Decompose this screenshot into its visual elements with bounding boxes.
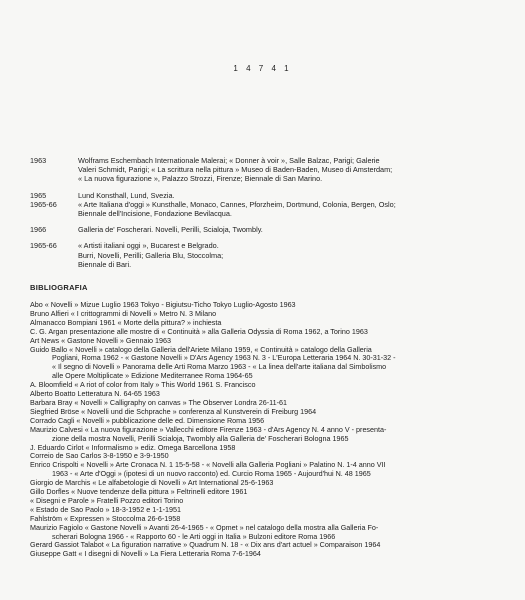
exhibition-year: 1965 <box>30 190 47 200</box>
bibliography-line: Guido Ballo « Novelli » catalogo della Galleria dell'Ariete Milano 1959, « Continuità » catalogo della Galleria <box>30 344 372 354</box>
bibliography-line: Giorgio de Marchis « Le alfabetologie di Novelli » Art International 25-6-1963 <box>30 478 274 488</box>
exhibition-text <box>78 200 505 218</box>
bibliography-line: Maurizio Fagiolo « Gastone Novelli » Avanti 26-4-1965 - « Opmet » nel catalogo della mostra alla Galleria Fo- <box>30 522 379 532</box>
bibliography-entry <box>30 426 510 444</box>
bibliography-line: A. Bloomfield « A riot of color from Italy » This World 1961 S. Francisco <box>30 380 256 390</box>
exhibition-text <box>78 191 505 200</box>
bibliography-line: « Il segno di Novelli » Panorama delle Arti Roma Marzo 1963 - « La linea dell'arte italiana dal Simbolismo <box>52 362 387 372</box>
bibliography-line: Correio de Sao Carlos 3-8-1950 e 3-9-1950 <box>30 451 169 461</box>
bibliography-line: Art News « Gastone Novelli » Gennaio 1963 <box>30 335 172 345</box>
bibliography-line: C. G. Argan presentazione alle mostre di « Continuità » alla Galleria Odyssia di Roma 1962, a Torino 1963 <box>30 326 368 336</box>
exhibition-text <box>78 241 505 269</box>
bibliography-line: Maurizio Calvesi « La nuova figurazione » Vallecchi editore Firenze 1963 - d'Ars Agency N. 4 anno V - presenta- <box>30 424 387 434</box>
page-number: 1 4 7 4 1 <box>233 64 292 73</box>
bibliography-heading: BIBLIOGRAFIA <box>30 283 88 292</box>
bibliography-line: Gerard Gassiot Talabot « La figuration narrative » Quadrum N. 18 - « Dix ans d'art actuel » Comparaison 1964 <box>30 540 381 550</box>
exhibition-year: 1963 <box>30 156 47 165</box>
bibliography-entry <box>30 346 510 382</box>
exhibition-line: Galleria de' Foscherari. Novelli, Perilli, Scialoja, Twombly. <box>78 225 263 235</box>
exhibition-line: « Arte Italiana d'oggi » Kunsthalle, Monaco, Cannes, Pforzheim, Dortmund, Colonia, Bergen, Oslo; <box>78 199 396 209</box>
bibliography-line: Fahlström « Expressen » Stoccolma 26-6-1958 <box>30 513 181 523</box>
bibliography-line: scherari Bologna 1966 - « Rapporto 60 - le Arti oggi in Italia » Bulzoni editore Roma 1966 <box>52 531 336 541</box>
exhibition-year: 1965-66 <box>30 241 57 251</box>
bibliography-line: zione della mostra Novelli, Perilli Scialoja, Twombly alla Galleria de' Foscherari Bologna 1965 <box>52 433 349 443</box>
exhibition-line: Wolframs Eschembach Internationale Malerai; « Donner à voir », Salle Balzac, Parigi; Galerie <box>78 156 380 165</box>
exhibition-line: Burri, Novelli, Perilli; Galleria Blu, Stoccolma; <box>78 250 224 260</box>
bibliography-line: Bruno Alfieri « I crittogrammi di Novelli » Metro N. 3 Milano <box>30 308 217 318</box>
exhibition-line: « La nuova figurazione », Palazzo Strozzi, Firenze; Biennale di San Marino. <box>78 174 323 184</box>
bibliography-line: 1963 - « Arte d'Oggi » (ipotesi di un nuovo racconto) ed. Curcio Roma 1965 - Aujourd'hui N. 48 1965 <box>52 469 371 479</box>
bibliography-line: « Estado de Sao Paolo » 18-3-1952 e 1-1-1951 <box>30 504 182 514</box>
bibliography-entry <box>30 461 510 479</box>
exhibition-text <box>78 225 505 234</box>
bibliography-line: Enrico Crispolti « Novelli » Arte Cronaca N. 1 15-5-58 - « Novelli alla Galleria Pogliani » Palatino N. 1-4 anno VII <box>30 460 386 470</box>
bibliography-line: Pogliani, Roma 1962 - « Gastone Novelli » D'Ars Agency 1963 N. 3 - L'Europa Letteraria 1964 N. 30-31-32 - <box>52 353 396 363</box>
exhibition-list <box>30 156 505 269</box>
exhibition-entry <box>30 156 505 184</box>
bibliography-line: J. Eduardo Cirlot « Informalismo » ediz. Omega Barcellona 1958 <box>30 442 236 452</box>
bibliography-line: Giuseppe Gatt « I disegni di Novelli » La Fiera Letteraria Roma 7-6-1964 <box>30 549 261 559</box>
bibliography-line: alle Opere Moltiplicate » Edizione Mediterranee Roma 1964-65 <box>52 371 253 381</box>
exhibition-entry <box>30 225 505 234</box>
exhibition-text <box>78 156 505 184</box>
bibliography-line: Abo « Novelli » Mizue Luglio 1963 Tokyo - Bigiutsu-Ticho Tokyo Luglio-Agosto 1963 <box>30 300 296 309</box>
exhibition-line: Valeri Schmidt, Parigi; « La scrittura nella pittura » Museo di Baden-Baden, Museo di Amsterdam; <box>78 165 393 175</box>
exhibition-entry <box>30 241 505 269</box>
exhibition-entry <box>30 191 505 200</box>
bibliography-line: Siegfried Bröse « Novelli und die Schprache » conferenza al Kunstverein di Freiburg 1964 <box>30 406 317 416</box>
bibliography-line: Corrado Cagli « Novelli » pubblicazione delle ed. Dimensione Roma 1956 <box>30 415 265 425</box>
exhibition-year: 1966 <box>30 225 47 235</box>
exhibition-entry <box>30 200 505 218</box>
exhibition-line: Biennale dell'Incisione, Fondazione Bevilacqua. <box>78 209 232 219</box>
exhibition-line: « Artisti italiani oggi », Bucarest e Belgrado. <box>78 241 219 251</box>
bibliography-line: Barbara Bray « Novelli » Calligraphy on canvas » The Observer Londra 26-11-61 <box>30 397 288 407</box>
bibliography-entry <box>30 524 510 542</box>
exhibition-line: Biennale di Bari. <box>78 259 132 269</box>
bibliography-line: Gillo Dorfles « Nuove tendenze della pittura » Feltrinelli editore 1961 <box>30 487 248 497</box>
bibliography-line: « Disegni e Parole » Fratelli Pozzo editori Torino <box>30 495 184 505</box>
exhibition-line: Lund Konsthall, Lund, Svezia. <box>78 190 175 200</box>
exhibition-year: 1965-66 <box>30 199 57 209</box>
bibliography-list <box>30 301 510 559</box>
bibliography-line: Alberto Boatto Letteratura N. 64-65 1963 <box>30 389 160 399</box>
bibliography-line: Almanacco Bompiani 1961 « Morte della pittura? » inchiesta <box>30 317 222 327</box>
bibliography-entry <box>30 550 510 559</box>
